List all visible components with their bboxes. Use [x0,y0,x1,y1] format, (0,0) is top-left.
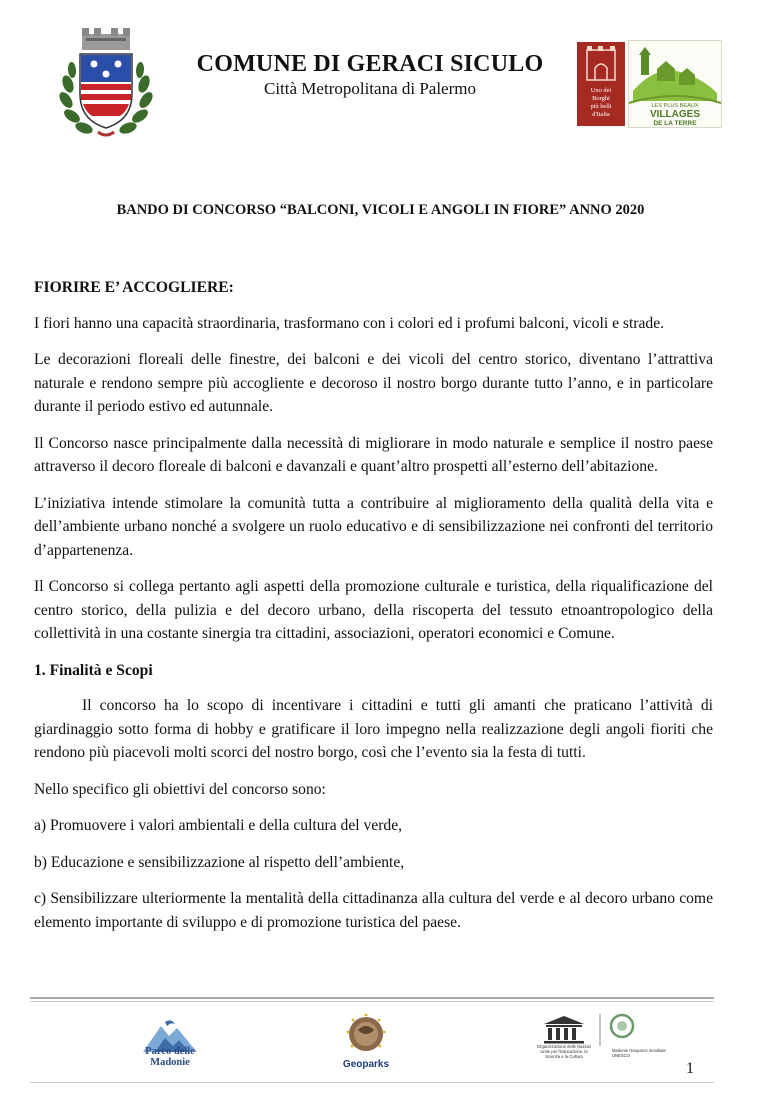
geoparks-label: Geoparks [342,1059,390,1070]
unesco-temple-icon [528,1012,668,1046]
section-1-heading: 1. Finalità e Scopi [34,661,153,679]
paragraph: Il Concorso si collega pertanto agli aspetti della promozione culturale e turistica, della riqualificazione del centro storico, della pulizia e del decoro urbano, della riscoperta del tessuto etnoantropologico della collettività in una costante sinergia tra cittadini, associazioni, operatori economici e Comune. [34,578,713,642]
parco-madonie-label: Parco delle Madonie [145,1046,195,1068]
municipality-title-block [170,50,570,100]
unesco-geopark-text: Madonie Geoparco mondiale UNESCO [612,1048,666,1058]
section-1-paragraph: Il concorso ha lo scopo di incentivare i cittadini e tutti gli amanti che praticano l’attività di giardinaggio sotto forma di hobby e gratificare il loro impegno nella realizzazione degli angoli fioriti che rendono più piacevoli molti scorci del nostro borgo, così che l’evento sia la festa di tutti. [34,697,713,761]
objective-item: b) Educazione e sensibilizzazione al rispetto dell’ambiente, [34,853,405,871]
footer-divider-thin [30,1001,714,1002]
footer-divider [30,997,714,999]
document-title: BANDO DI CONCORSO “BALCONI, VICOLI E ANGOLI IN FIORE” ANNO 2020 [116,202,645,218]
borghi-logo-text-2: Borghi [592,95,610,102]
villages-logo-text-3: DE LA TERRE [653,120,697,127]
borghi-logo-text-3: più belli [590,103,612,110]
paragraph: Le decorazioni floreali delle finestre, dei balconi e dei vicoli del centro storico, diventano l’attrattiva naturale e rendono sempre più accogliente e decoroso il nostro borgo durante tutto l’anno, e in particolare durante il periodo estivo ed autunnale. [34,351,713,415]
page-number: 1 [686,1060,694,1077]
borghi-logo-text-4: d'Italia [592,111,610,118]
villages-de-la-terre-logo-icon [628,40,722,128]
municipality-name: COMUNE DI GERACI SICULO [196,51,544,77]
paragraph: I fiori hanno una capacità straordinaria, trasformano con i colori ed i profumi balconi, vicoli e strade. [34,314,665,332]
objective-item: c) Sensibilizzare ulteriormente la mentalità della cittadinanza alla cultura del verde e al decoro urbano come elemento importante di sviluppo e di promozione turistica del paese. [34,890,713,931]
geoparks-icon [336,1012,396,1056]
objective-item: a) Promuovere i valori ambientali e della cultura del verde, [34,817,403,834]
parco-madonie-logo [125,1016,215,1068]
municipal-crest-icon [58,24,154,144]
paragraph: L’iniziativa intende stimolare la comunità tutta a contribuire al miglioramento della qualità della vita e dell’ambiente urbano nonché a svolgere un ruolo educativo e di sensibilizzazione nei confronti del territorio d’appartenenza. [34,494,713,559]
borghi-piu-belli-logo-icon [577,42,625,126]
document-body [34,276,713,947]
villages-logo-text-1: LES PLUS BEAUX [651,103,699,109]
geoparks-logo [336,1012,396,1070]
unesco-org-text: Organizzazione delle Nazioni Unite per l'Educazione, la Scienza e la Cultura [536,1044,592,1059]
paragraph: Il Concorso nasce principalmente dalla necessità di migliorare in modo naturale e semplice il nostro paese attraverso il decoro floreale di balconi e davanzali e quant’altro prospetti all’esterno dell’abitazione. [34,434,713,475]
villages-logo-text-2: VILLAGES [649,109,701,120]
page-header [0,0,761,140]
footer-bottom-divider [30,1082,714,1083]
section-intro-heading: FIORIRE E’ ACCOGLIERE: [34,279,234,296]
municipality-subtitle: Città Metropolitana di Palermo [264,79,476,98]
borghi-logo-text-1: Uno dei [590,87,612,94]
unesco-geopark-logo [528,1012,668,1070]
objectives-intro: Nello specifico gli obiettivi del concorso sono: [34,780,326,798]
